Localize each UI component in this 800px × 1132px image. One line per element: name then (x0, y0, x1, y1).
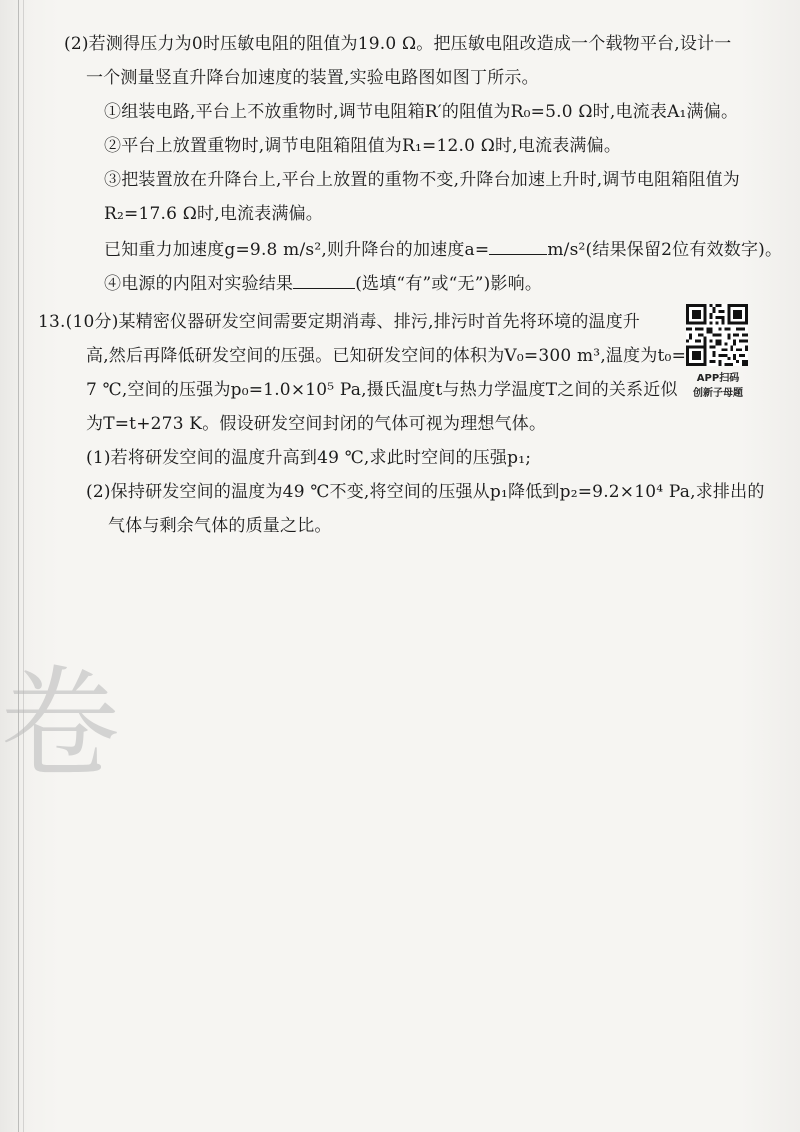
qr-caption: APP扫码 (696, 373, 740, 384)
margin-line (18, 0, 19, 1132)
question-text: ④电源的内阻对实验结果 (104, 274, 294, 294)
qr-caption: 创新子母题 (693, 388, 743, 399)
margin-line (23, 0, 24, 1132)
question-13-line: 高,然后再降低研发空间的压强。已知研发空间的体积为V₀=300 m³,温度为t₀= (86, 346, 687, 366)
question-13-line: 气体与剩余气体的质量之比。 (108, 516, 332, 536)
text-line: R₂=17.6 Ω时,电流表满偏。 (104, 204, 324, 224)
question-13-line: 13.(10分)某精密仪器研发空间需要定期消毒、排污,排污时首先将环境的温度升 (38, 312, 641, 332)
question-13-line: (2)保持研发空间的温度为49 ℃不变,将空间的压强从p₁降低到p₂=9.2×10⁴ Pa,求排出的 (86, 482, 765, 502)
question-13-line: 7 ℃,空间的压强为p₀=1.0×10⁵ Pa,摄氏温度t与热力学温度T之间的关系近似 (86, 380, 678, 400)
watermark-character: 卷 (0, 655, 120, 794)
question-text: m/s²(结果保留2位有效数字)。 (547, 240, 783, 260)
text-line: 一个测量竖直升降台加速度的装置,实验电路图如图丁所示。 (86, 68, 539, 88)
text-line: ③把装置放在升降台上,平台上放置的重物不变,升降台加速上升时,调节电阻箱阻值为 (104, 170, 741, 190)
text-line (104, 270, 542, 296)
question-text: (选填“有”或“无”)影响。 (355, 274, 543, 294)
question-13-line: 为T=t+273 K。假设研发空间封闭的气体可视为理想气体。 (86, 414, 547, 434)
text-line: ②平台上放置重物时,调节电阻箱阻值为R₁=12.0 Ω时,电流表满偏。 (104, 136, 622, 156)
answer-blank (293, 270, 355, 289)
qr-code-icon[interactable] (686, 304, 748, 366)
text-line: ①组装电路,平台上不放重物时,调节电阻箱R′的阻值为R₀=5.0 Ω时,电流表A₁满偏。 (104, 102, 739, 122)
question-text: 已知重力加速度g=9.8 m/s²,则升降台的加速度a= (104, 240, 490, 260)
text-line (104, 236, 782, 262)
question-13-line: (1)若将研发空间的温度升高到49 ℃,求此时空间的压强p₁; (86, 448, 532, 468)
answer-blank (489, 236, 547, 255)
text-line: (2)若测得压力为0时压敏电阻的阻值为19.0 Ω。把压敏电阻改造成一个载物平台,设计一 (64, 34, 732, 54)
